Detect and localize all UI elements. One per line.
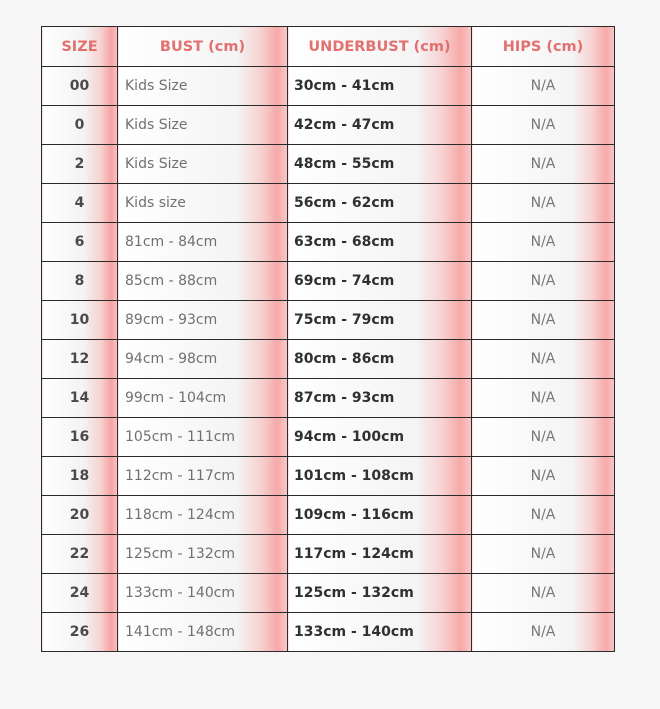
underbust-cell: 75cm - 79cm bbox=[288, 301, 472, 340]
size-cell: 22 bbox=[42, 535, 118, 574]
hips-cell: N/A bbox=[472, 67, 615, 106]
bust-cell: Kids Size bbox=[118, 67, 288, 106]
size-cell: 4 bbox=[42, 184, 118, 223]
bust-cell: Kids size bbox=[118, 184, 288, 223]
underbust-cell: 94cm - 100cm bbox=[288, 418, 472, 457]
table-row bbox=[42, 574, 615, 613]
table-row bbox=[42, 535, 615, 574]
header-bust: BUST (cm) bbox=[118, 27, 288, 67]
size-cell: 14 bbox=[42, 379, 118, 418]
bust-cell: 112cm - 117cm bbox=[118, 457, 288, 496]
table-row bbox=[42, 67, 615, 106]
bust-cell: 81cm - 84cm bbox=[118, 223, 288, 262]
underbust-cell: 117cm - 124cm bbox=[288, 535, 472, 574]
size-cell: 2 bbox=[42, 145, 118, 184]
hips-cell: N/A bbox=[472, 535, 615, 574]
size-cell: 8 bbox=[42, 262, 118, 301]
size-cell: 16 bbox=[42, 418, 118, 457]
underbust-cell: 87cm - 93cm bbox=[288, 379, 472, 418]
size-cell: 24 bbox=[42, 574, 118, 613]
table-row bbox=[42, 340, 615, 379]
underbust-cell: 42cm - 47cm bbox=[288, 106, 472, 145]
underbust-cell: 56cm - 62cm bbox=[288, 184, 472, 223]
bust-cell: Kids Size bbox=[118, 145, 288, 184]
table-row bbox=[42, 457, 615, 496]
underbust-cell: 30cm - 41cm bbox=[288, 67, 472, 106]
hips-cell: N/A bbox=[472, 457, 615, 496]
table-row bbox=[42, 145, 615, 184]
table-row bbox=[42, 301, 615, 340]
bust-cell: 105cm - 111cm bbox=[118, 418, 288, 457]
underbust-cell: 101cm - 108cm bbox=[288, 457, 472, 496]
underbust-cell: 63cm - 68cm bbox=[288, 223, 472, 262]
size-chart-table bbox=[41, 26, 615, 652]
table-row bbox=[42, 106, 615, 145]
underbust-cell: 125cm - 132cm bbox=[288, 574, 472, 613]
underbust-cell: 133cm - 140cm bbox=[288, 613, 472, 652]
size-cell: 00 bbox=[42, 67, 118, 106]
underbust-cell: 48cm - 55cm bbox=[288, 145, 472, 184]
table-row bbox=[42, 379, 615, 418]
header-row bbox=[42, 27, 615, 67]
bust-cell: 141cm - 148cm bbox=[118, 613, 288, 652]
table-row bbox=[42, 496, 615, 535]
hips-cell: N/A bbox=[472, 340, 615, 379]
header-size: SIZE bbox=[42, 27, 118, 67]
underbust-cell: 80cm - 86cm bbox=[288, 340, 472, 379]
table-row bbox=[42, 262, 615, 301]
size-cell: 20 bbox=[42, 496, 118, 535]
hips-cell: N/A bbox=[472, 379, 615, 418]
header-underbust: UNDERBUST (cm) bbox=[288, 27, 472, 67]
hips-cell: N/A bbox=[472, 145, 615, 184]
hips-cell: N/A bbox=[472, 106, 615, 145]
hips-cell: N/A bbox=[472, 301, 615, 340]
bust-cell: 85cm - 88cm bbox=[118, 262, 288, 301]
underbust-cell: 109cm - 116cm bbox=[288, 496, 472, 535]
hips-cell: N/A bbox=[472, 262, 615, 301]
size-cell: 12 bbox=[42, 340, 118, 379]
bust-cell: 94cm - 98cm bbox=[118, 340, 288, 379]
hips-cell: N/A bbox=[472, 574, 615, 613]
size-cell: 26 bbox=[42, 613, 118, 652]
bust-cell: 89cm - 93cm bbox=[118, 301, 288, 340]
hips-cell: N/A bbox=[472, 184, 615, 223]
hips-cell: N/A bbox=[472, 418, 615, 457]
bust-cell: 125cm - 132cm bbox=[118, 535, 288, 574]
bust-cell: Kids Size bbox=[118, 106, 288, 145]
size-cell: 6 bbox=[42, 223, 118, 262]
size-chart bbox=[41, 26, 614, 652]
bust-cell: 99cm - 104cm bbox=[118, 379, 288, 418]
hips-cell: N/A bbox=[472, 223, 615, 262]
table-row bbox=[42, 418, 615, 457]
size-cell: 10 bbox=[42, 301, 118, 340]
bust-cell: 118cm - 124cm bbox=[118, 496, 288, 535]
size-cell: 18 bbox=[42, 457, 118, 496]
hips-cell: N/A bbox=[472, 613, 615, 652]
size-cell: 0 bbox=[42, 106, 118, 145]
table-row bbox=[42, 184, 615, 223]
hips-cell: N/A bbox=[472, 496, 615, 535]
underbust-cell: 69cm - 74cm bbox=[288, 262, 472, 301]
header-hips: HIPS (cm) bbox=[472, 27, 615, 67]
table-row bbox=[42, 223, 615, 262]
bust-cell: 133cm - 140cm bbox=[118, 574, 288, 613]
table-row bbox=[42, 613, 615, 652]
